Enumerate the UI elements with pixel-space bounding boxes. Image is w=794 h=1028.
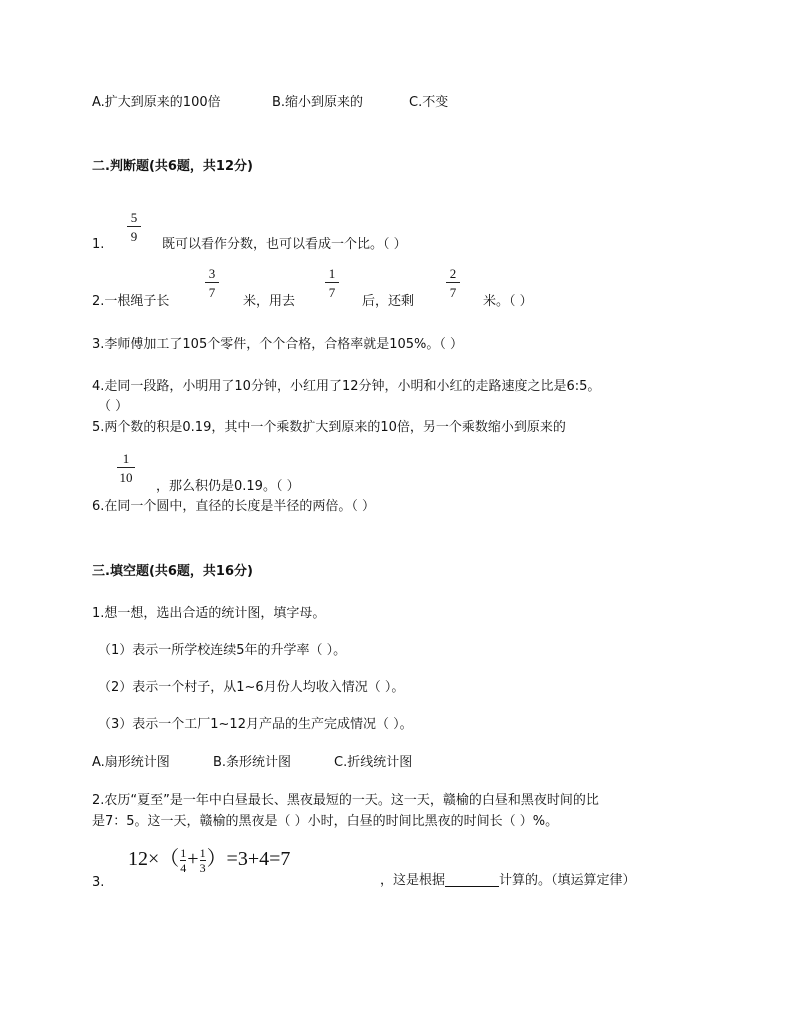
fraction-numerator: 1	[122, 451, 130, 466]
s3-q3-number: 3.	[92, 875, 105, 890]
fraction-denominator: 10	[119, 470, 133, 485]
fraction-denominator: 9	[130, 229, 138, 244]
fraction-denominator: 7	[208, 285, 216, 300]
fraction-numerator: 2	[449, 266, 457, 281]
fraction-numerator: 1	[199, 846, 206, 860]
fraction-numerator: 1	[328, 266, 336, 281]
q2-part4: 米。（ ）	[483, 294, 533, 309]
option-c: C.不变	[409, 95, 449, 110]
answer-blank[interactable]	[445, 875, 499, 887]
q2-fraction-3	[445, 267, 461, 299]
s3-q1-item3: （3）表示一个工厂1~12月产品的生产完成情况（ ）。	[98, 717, 413, 732]
formula-fraction-b	[200, 847, 206, 874]
q1-fraction	[126, 211, 142, 243]
fraction-numerator: 1	[180, 846, 187, 860]
s3-q3-text-a: ，这是根据	[380, 873, 446, 888]
q2-part3: 后，还剩	[362, 294, 415, 309]
formula-fraction-a	[180, 847, 186, 874]
s3-q2-line2: 是7：5。这一天，赣榆的黑夜是（ ）小时，白昼的时间比黑夜的时间长（ ）%。	[92, 814, 559, 829]
fraction-numerator: 3	[208, 266, 216, 281]
section2-heading: 二.判断题(共6题，共12分)	[92, 159, 253, 174]
q4-line2: （ ）	[98, 399, 129, 414]
s3-q1-option-b: B.条形统计图	[213, 755, 292, 770]
q6-text: 6.在同一个圆中，直径的长度是半径的两倍。（ ）	[92, 499, 376, 514]
s3-q1-text: 1.想一想，选出合适的统计图，填字母。	[92, 606, 326, 621]
q5-fraction	[116, 452, 136, 484]
q2-part2: 米，用去	[243, 294, 296, 309]
formula-plus: +	[187, 848, 199, 871]
section3-heading: 三.填空题(共6题，共16分)	[92, 564, 253, 579]
s3-q1-option-a: A.扇形统计图	[92, 755, 170, 770]
q5-line1: 5.两个数的积是0.19，其中一个乘数扩大到原来的10倍，另一个乘数缩小到原来的	[92, 420, 566, 435]
q5-line2: ，那么积仍是0.19。（ ）	[156, 479, 300, 494]
q2-fraction-2	[324, 267, 340, 299]
formula-suffix: ）=3+4=7	[206, 848, 291, 871]
s3-q1-option-c: C.折线统计图	[334, 755, 413, 770]
s3-q1-item2: （2）表示一个村子，从1~6月份人均收入情况（ ）。	[98, 680, 405, 695]
q3-text: 3.李师傅加工了105个零件，个个合格，合格率就是105%。（ ）	[92, 337, 464, 352]
s3-q2-line1: 2.农历“夏至”是一年中白昼最长、黑夜最短的一天。这一天，赣榆的白昼和黑夜时间的比	[92, 793, 599, 808]
s3-q1-item1: （1）表示一所学校连续5年的升学率（ ）。	[98, 643, 347, 658]
option-b: B.缩小到原来的	[272, 95, 364, 110]
q1-number: 1.	[92, 237, 105, 252]
fraction-denominator: 3	[199, 861, 206, 875]
q4-line1: 4.走同一段路，小明用了10分钟，小红用了12分钟，小明和小红的走路速度之比是6:5。	[92, 379, 601, 394]
fraction-denominator: 4	[180, 861, 187, 875]
fraction-numerator: 5	[130, 210, 138, 225]
s3-q3-text-b: 计算的。（填运算定律）	[499, 873, 636, 888]
fraction-denominator: 7	[449, 285, 457, 300]
q2-fraction-1	[204, 267, 220, 299]
fraction-denominator: 7	[328, 285, 336, 300]
option-a: A.扩大到原来的100倍	[92, 95, 221, 110]
formula-prefix: 12×（	[128, 848, 180, 871]
s3-q3-text	[380, 874, 636, 887]
s3-q3-formula	[128, 847, 290, 874]
q2-part1: 2.一根绳子长	[92, 294, 170, 309]
q1-text: 既可以看作分数，也可以看成一个比。（ ）	[162, 237, 407, 252]
